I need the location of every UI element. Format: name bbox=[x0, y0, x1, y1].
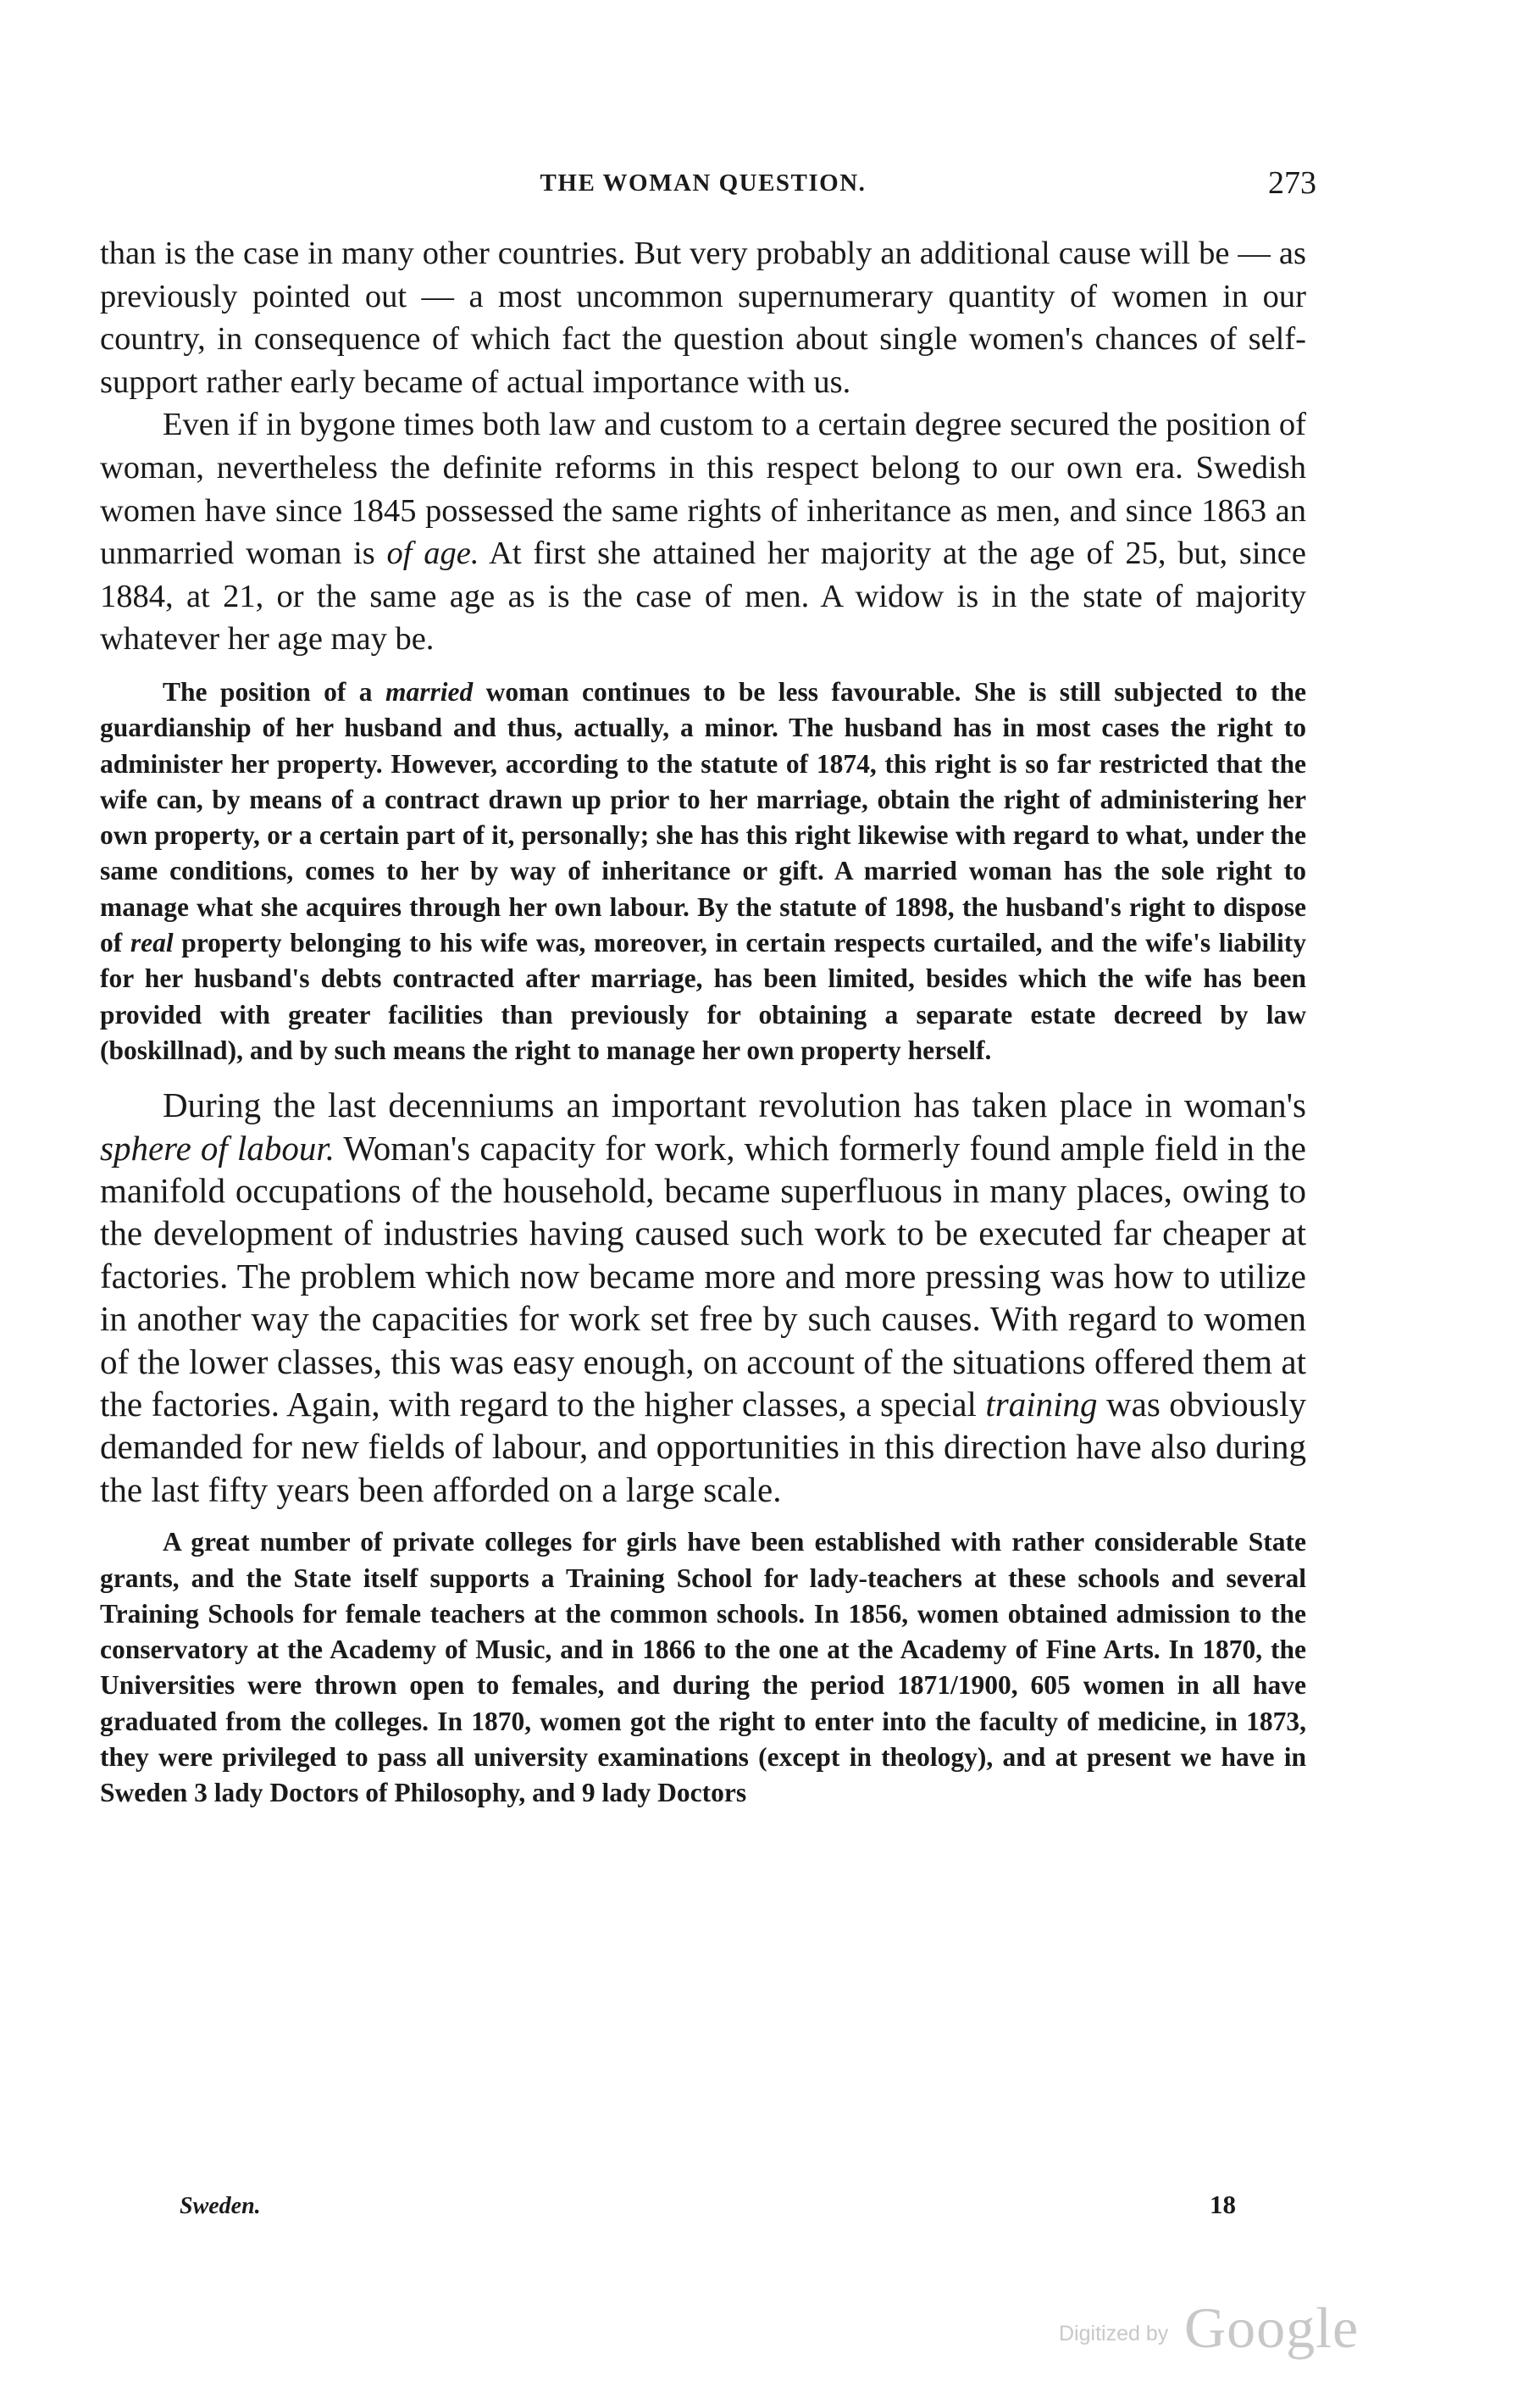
paragraph-education-note: A great number of private colleges for girls have been established with rather considerable State grants, and the State itself supports a Training School for lady-teachers at these schools and several Training Schools for female teachers at the common schools. In 1856, women obtained admission to the conservatory at the Academy of Music, and in 1866 to the one at the Academy of Fine Arts. In 1870, the Universities were thrown open to females, and during the period 1871/1900, 605 women in all have graduated from the colleges. In 1870, women got the right to enter into the faculty of medicine, in 1873, they were privileged to pass all university examinations (except in theology), and at present we have in Sweden 3 lady Doctors of Philosophy, and 9 lady Doctors bbox=[100, 1527, 1306, 1808]
emphasis-text: training bbox=[985, 1385, 1098, 1424]
paragraph-married-woman-note bbox=[100, 674, 1306, 1069]
book-page bbox=[100, 165, 1316, 1827]
text-run: was obviously demanded for new fields of labour, and opportunities in this direction have also during the last fifty years been afforded on a large scale. bbox=[100, 1385, 1307, 1509]
emphasis-text: of age. bbox=[386, 536, 479, 572]
emphasis-text: real bbox=[130, 928, 174, 958]
running-head bbox=[100, 165, 1316, 220]
text-run: property belonging to his wife was, moreover, in certain respects curtailed, and the wife's liability for her husband's debts contracted after marriage, has been limited, besides which the wife has been provided with greater facilities than previously for obtaining a separate estate decreed by law (boskillnad), and by such means the right to manage her own property herself. bbox=[100, 928, 1306, 1065]
emphasis-text: married bbox=[385, 676, 474, 707]
paragraph-continuation: than is the case in many other countries. But very probably an additional cause will be — as previously pointed out — a most uncommon supernumerary quantity of women in our country, in consequence of which fact the question about single women's chances of self-support rather early became of actual importance with us. bbox=[100, 236, 1306, 400]
paragraph-legal-reforms bbox=[100, 403, 1306, 661]
text-run: The position of a bbox=[163, 676, 385, 707]
digitized-watermark bbox=[1059, 2295, 1465, 2362]
text-run: woman continues to be less favourable. She is still subjected to the guardianship of her husband and thus, actually, a minor. The husband has in most cases the right to administer her property. However, according to the statute of 1874, this right is so far restricted that the wife can, by means of a contract drawn up prior to her marriage, obtain the right of administering her own property, or a certain part of it, personally; she has this right likewise with regard to what, under the same conditions, comes to her by way of inheritance or gift. A married woman has the sole right to manage what she acquires through her own labour. By the statute of 1898, the husband's right to dispose of bbox=[100, 676, 1306, 958]
signature-number: 18 bbox=[1210, 2190, 1236, 2219]
paragraph-sphere-of-labour bbox=[100, 1084, 1306, 1511]
signature-label: Sweden. bbox=[180, 2193, 261, 2219]
text-run: During the last decenniums an important revolution has taken place in woman's bbox=[163, 1085, 1306, 1125]
running-title: THE WOMAN QUESTION. bbox=[540, 169, 867, 197]
text-run: Woman's capacity for work, which formerly found ample field in the manifold occupations of the household, became superfluous in many places, owing to the development of industries having caused such work to be executed far cheaper at factories. The problem which now became more and more pressing was how to utilize in another way the capacities for work set free by such causes. With regard to women of the lower classes, this was easy enough, on account of the situations offered them at the factories. Again, with regard to the higher classes, a special bbox=[100, 1128, 1306, 1424]
page-number: 273 bbox=[1268, 165, 1316, 201]
google-logo: Google bbox=[1184, 2295, 1360, 2360]
digitized-by-text: Digitized by bbox=[1059, 2322, 1169, 2345]
emphasis-text: sphere of labour. bbox=[100, 1128, 335, 1168]
page-footer bbox=[100, 2190, 1306, 2235]
text-run: Even if in bygone times both law and custom to a certain degree secured the position of woman, nevertheless the definite reforms in this respect belong to our own era. Swedish women have since 1845 possessed the same rights of inheritance as men, and since 1863 an unmarried woman is bbox=[100, 407, 1306, 572]
text-run: At first she attained her majority at the age of 25, but, since 1884, at 21, or the same age as is the case of men. A widow is in the state of majority whatever her age may be. bbox=[100, 536, 1306, 658]
